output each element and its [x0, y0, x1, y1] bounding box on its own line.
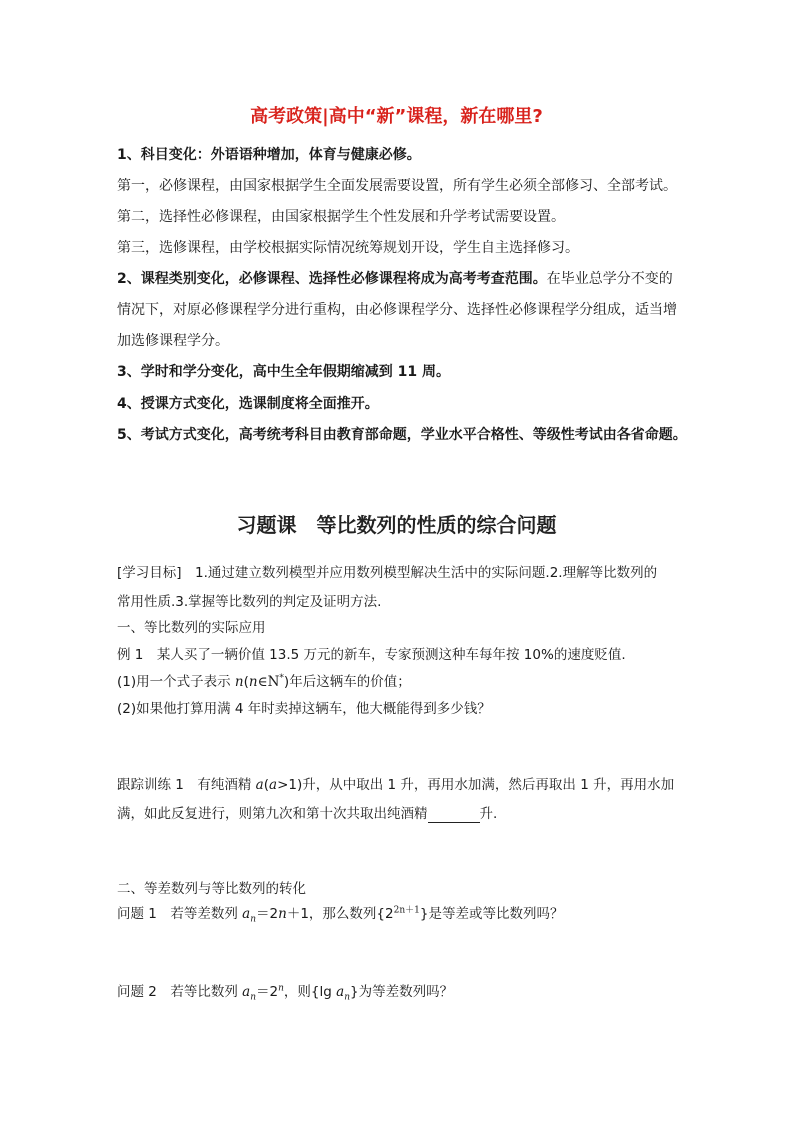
question-1 [117, 905, 563, 923]
text: 跟踪训练 1 有纯酒精 [117, 777, 256, 793]
policy-title: 高考政策|高中“新”课程，新在哪里? [250, 106, 543, 127]
var-a: a [336, 984, 345, 1000]
policy-item-4: 4、授课方式变化，选课制度将全面推开。 [117, 396, 379, 412]
tracking-exercise-1 [117, 776, 674, 794]
policy-para-3: 第三，选修课程，由学校根据实际情况统筹规划开设，学生自主选择修习。 [117, 240, 579, 256]
subscript: n [344, 992, 350, 1003]
text: )年后这辆车的价值； [283, 674, 411, 690]
text: 升. [479, 806, 498, 822]
superscript: n [278, 983, 284, 994]
policy-item-2-line3: 加选修课程学分。 [117, 333, 229, 349]
var-a: a [255, 777, 264, 793]
policy-item-3: 3、学时和学分变化，高中生全年假期缩减到 11 周。 [117, 364, 450, 380]
superscript: 2n＋1 [393, 905, 420, 916]
text: }为等差数列吗？ [349, 984, 454, 1000]
text: ，则{lg [283, 984, 337, 1000]
policy-para-1: 第一，必修课程，由国家根据学生全面发展需要设置，所有学生必须全部修习、全部考试。 [117, 178, 677, 194]
tracking-exercise-1-line2 [117, 805, 497, 823]
policy-item-2-rest: 在毕业总学分不变的 [546, 271, 673, 287]
var-a: a [242, 984, 251, 1000]
text: (1)用一个式子表示 [117, 674, 235, 690]
question-2 [117, 983, 453, 1001]
var-n: n [248, 674, 258, 690]
learning-goal-line2: 常用性质.3.掌握等比数列的判定及证明方法. [117, 594, 382, 610]
policy-item-5: 5、考试方式变化，高考统考科目由教育部命题，学业水平合格性、等级性考试由各省命题。 [117, 427, 687, 443]
var-a: a [242, 906, 251, 922]
text: 满，如此反复进行，则第九次和第十次共取出纯酒精 [117, 806, 428, 822]
text: ( [243, 674, 249, 690]
section-2-heading: 二、等差数列与等比数列的转化 [117, 881, 306, 897]
policy-para-2: 第二，选择性必修课程，由国家根据学生个性发展和升学考试需要设置。 [117, 209, 565, 225]
var-n: n [278, 906, 287, 922]
text: 问题 1 若等差数列 [117, 906, 243, 922]
lesson-title: 习题课 等比数列的性质的综合问题 [236, 513, 557, 537]
var-a: a [269, 777, 278, 793]
superscript: * [279, 673, 284, 684]
text: ∈N [257, 674, 280, 690]
policy-item-2-line2: 情况下，对原必修课程学分进行重构，由必修课程学分、选择性必修课程学分组成，适当增 [117, 302, 677, 318]
example-1-question-1 [117, 673, 411, 691]
section-1-heading: 一、等比数列的实际应用 [117, 620, 266, 636]
text: ＝2 [256, 984, 279, 1000]
learning-goal-line1: [学习目标] 1.通过建立数列模型并应用数列模型解决生活中的实际问题.2.理解等比数列的 [117, 565, 658, 581]
text: >1)升，从中取出 1 升，再用水加满，然后再取出 1 升，再用水加 [277, 777, 675, 793]
text: ( [263, 777, 270, 793]
text: ＋1，那么数列{2 [286, 906, 394, 922]
example-1-question-2: (2)如果他打算用满 4 年时卖掉这辆车，他大概能得到多少钱？ [117, 701, 491, 717]
subscript: n [250, 992, 257, 1003]
policy-item-1: 1、科目变化：外语语种增加，体育与健康必修。 [117, 147, 421, 163]
var-n: n [234, 674, 244, 690]
example-1: 例 1 某人买了一辆价值 13.5 万元的新车，专家预测这种车每年按 10%的速度贬值. [117, 647, 626, 663]
text: }是等差或等比数列吗？ [419, 906, 564, 922]
text: ＝2 [256, 906, 279, 922]
policy-item-2 [117, 270, 673, 288]
answer-blank[interactable] [428, 808, 480, 823]
subscript: n [250, 914, 257, 925]
policy-item-2-bold: 2、课程类别变化，必修课程、选择性必修课程将成为高考考查范围。 [117, 271, 547, 287]
text: 问题 2 若等比数列 [117, 984, 243, 1000]
